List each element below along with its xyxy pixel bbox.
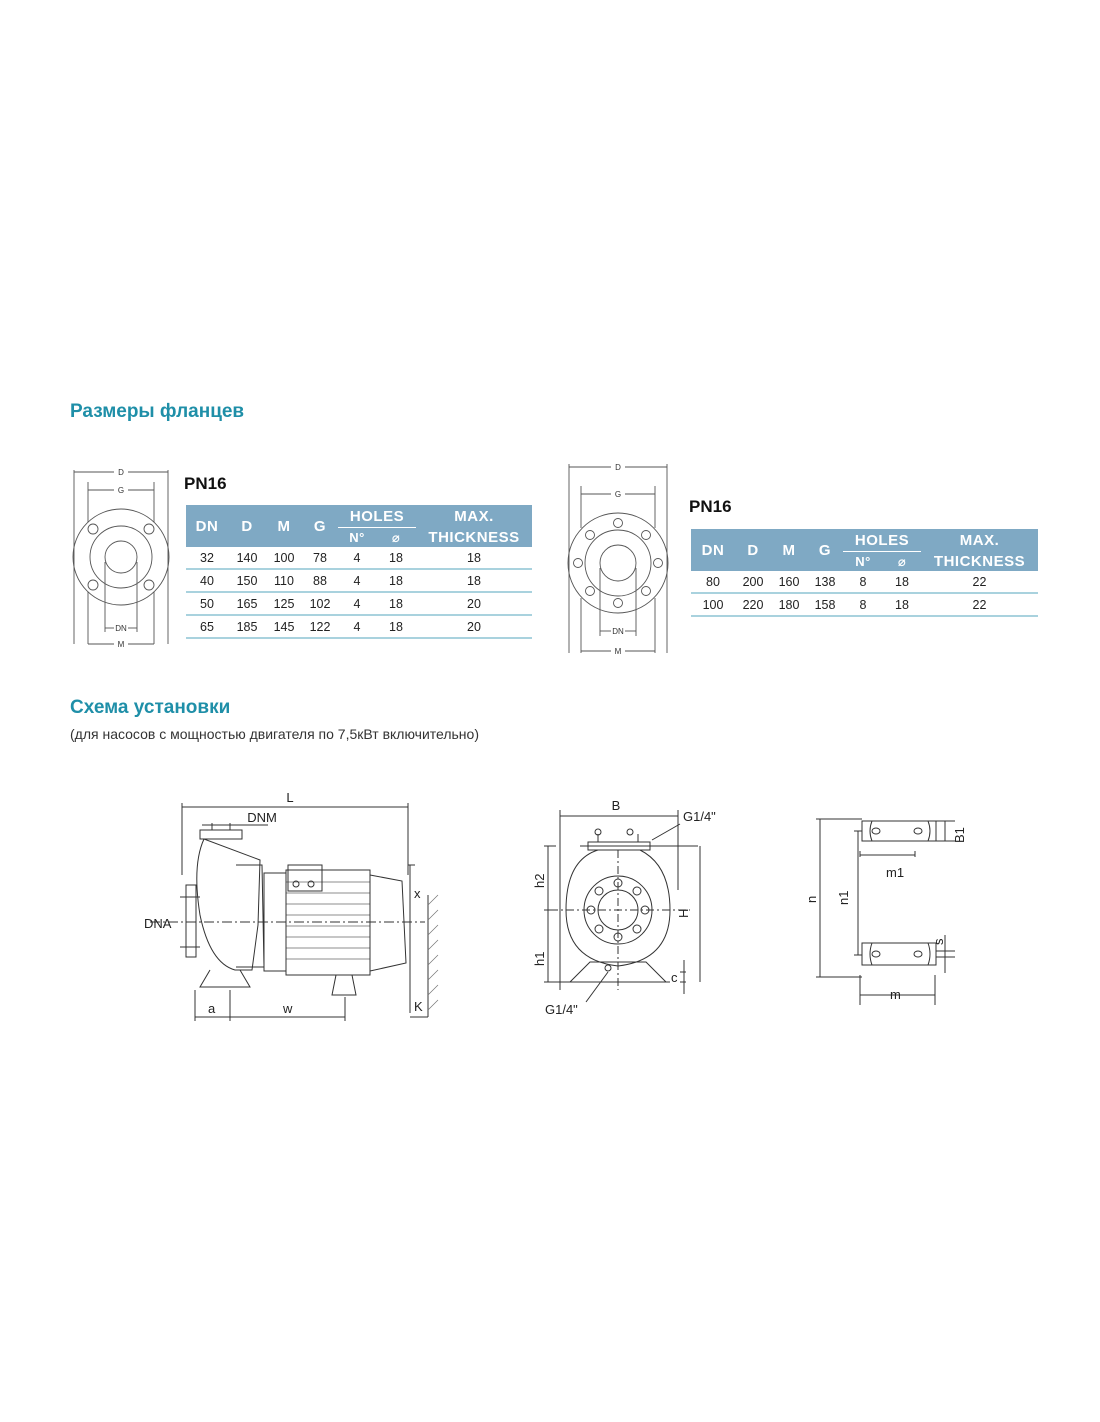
label-m: M [614,647,622,656]
label-m: M [117,640,125,649]
header-m: M [771,529,807,571]
label-b: B [611,798,621,813]
flange-section-title: Размеры фланцев [70,401,245,422]
label-w: w [283,1001,293,1016]
table-row: 32 140 100 78 4 18 18 [186,547,532,569]
table-row: 100 220 180 158 8 18 22 [691,593,1038,616]
header-m: M [266,505,302,547]
label-b1: B1 [952,827,967,843]
label-h2: h2 [532,873,547,888]
header-d: D [735,529,771,571]
label-g: G [117,486,125,495]
pump-front-view-drawing [530,790,716,1025]
label-g-top: G1/4" [683,809,716,824]
header-d: D [228,505,266,547]
table-row: 80 200 160 138 8 18 22 [691,571,1038,593]
table2-pn-label: PN16 [689,497,732,516]
header-thickness: THICKNESS [416,528,532,548]
label-k: K [414,999,423,1014]
label-g-bottom: G1/4" [545,1002,578,1017]
label-dna: DNA [144,916,172,931]
label-n1: n1 [836,890,851,905]
pump-side-view-drawing [140,785,450,1025]
header-max: MAX. [416,505,532,528]
label-dn: DN [115,624,127,633]
label-m1: m1 [886,865,905,880]
label-c: c [671,970,678,985]
label-l: L [286,790,294,805]
install-section-title: Схема установки [70,697,231,718]
header-dn: DN [186,505,228,547]
header-holes-n: N° [338,528,376,548]
header-holes-dia: ⌀ [376,528,416,548]
header-max: MAX. [921,529,1038,552]
label-s: s [931,938,946,945]
header-g: G [302,505,338,547]
header-holes-n: N° [843,552,883,572]
pump-foot-view-drawing [800,805,967,1015]
flange-table-1 [186,505,532,639]
label-d: D [118,468,124,477]
install-section-subtitle: (для насосов с мощностью двигателя по 7,5кВт включительно) [70,726,479,742]
label-h1: h1 [532,951,547,966]
flange-drawing-4-holes [66,462,176,650]
table-row: 65 185 145 122 4 18 20 [186,615,532,638]
header-thickness: THICKNESS [921,552,1038,572]
label-m: m [890,987,901,1002]
header-g: G [807,529,843,571]
label-h: H [676,908,691,918]
label-a: a [208,1001,216,1016]
label-g: G [614,490,622,499]
label-dnm: DNM [247,810,277,825]
label-n: n [804,895,819,903]
header-holes: HOLES [843,529,921,552]
header-holes-dia: ⌀ [883,552,921,572]
flange-table-2 [691,529,1038,617]
table1-pn-label: PN16 [184,474,227,493]
table-row: 50 165 125 102 4 18 20 [186,592,532,615]
header-dn: DN [691,529,735,571]
label-d: D [615,463,621,472]
header-holes: HOLES [338,505,416,528]
label-dn: DN [612,627,624,636]
flange-drawing-8-holes [563,458,673,658]
table-row: 40 150 110 88 4 18 18 [186,569,532,592]
label-x: x [414,886,421,901]
